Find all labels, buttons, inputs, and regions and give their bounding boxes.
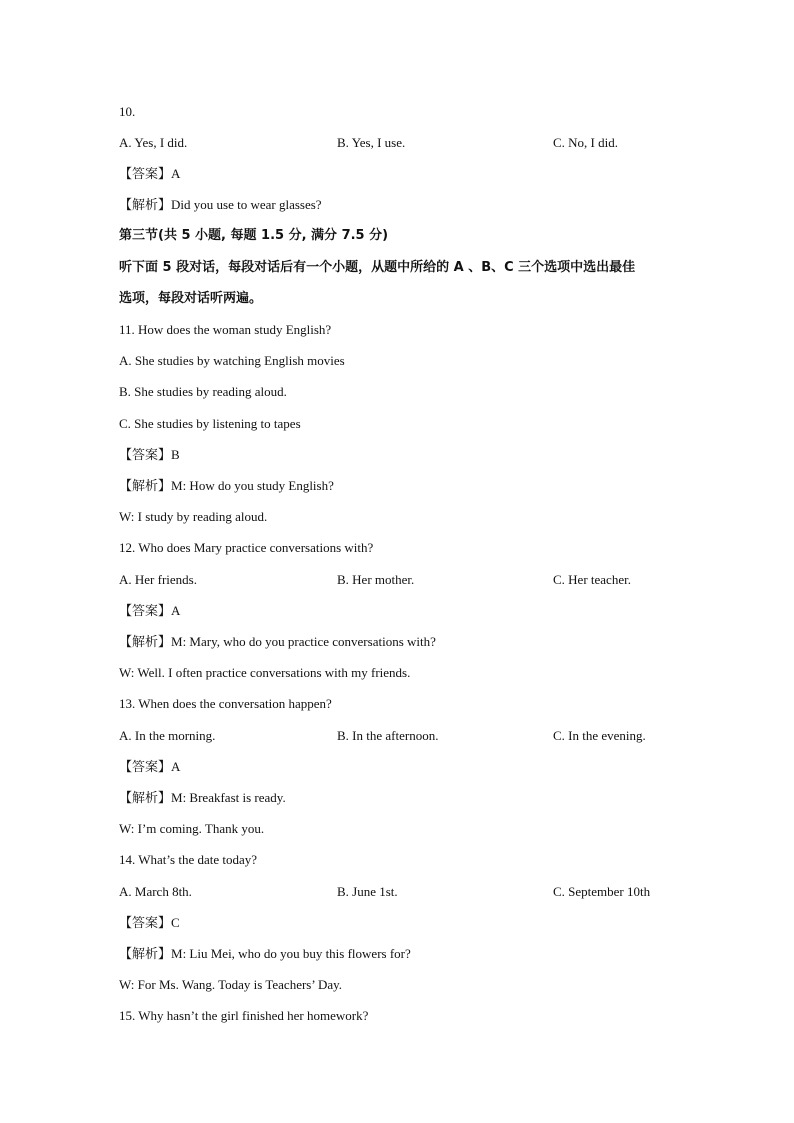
- analysis-label: 【解析】: [119, 947, 172, 962]
- option-b: B. June 1st.: [337, 884, 398, 899]
- answer-line: [119, 603, 180, 620]
- analysis-text: M: Mary, who do you practice conversations with?: [171, 634, 436, 649]
- option-a: A. In the morning.: [119, 728, 216, 743]
- option-b: B. Her mother.: [337, 572, 415, 587]
- answer-label: 【答案】: [119, 448, 172, 463]
- answer-line: [119, 447, 180, 464]
- answer-label: 【答案】: [119, 167, 172, 182]
- answer-label: 【答案】: [119, 604, 172, 619]
- analysis-label: 【解析】: [119, 198, 172, 213]
- analysis-text-line-2: W: Well. I often practice conversations with my friends.: [119, 665, 411, 680]
- analysis-label: 【解析】: [119, 635, 172, 650]
- analysis-text-line-2: W: I study by reading aloud.: [119, 509, 268, 524]
- option-b: B. She studies by reading aloud.: [119, 384, 287, 399]
- option-c: C. She studies by listening to tapes: [119, 416, 301, 431]
- answer-label: 【答案】: [119, 916, 172, 931]
- analysis-line: [119, 946, 411, 963]
- question-12: 12. Who does Mary practice conversations with?: [119, 540, 374, 555]
- answer-value: B: [171, 447, 180, 462]
- option-c: C. No, I did.: [553, 135, 618, 150]
- analysis-text: M: Liu Mei, who do you buy this flowers for?: [171, 946, 411, 961]
- analysis-line: [119, 634, 436, 651]
- analysis-line: [119, 197, 322, 214]
- answer-value: A: [171, 759, 181, 774]
- answer-line: [119, 166, 180, 183]
- analysis-text: Did you use to wear glasses?: [171, 197, 322, 212]
- section-instruction-line-1: 听下面 5 段对话，每段对话后有一个小题，从题中所给的 A 、B、C 三个选项中选出最佳: [119, 260, 636, 275]
- analysis-text: M: How do you study English?: [171, 478, 334, 493]
- option-a: A. Her friends.: [119, 572, 197, 587]
- question-15: 15. Why hasn’t the girl finished her homework?: [119, 1008, 369, 1023]
- analysis-line: [119, 478, 334, 495]
- analysis-text: M: Breakfast is ready.: [171, 790, 286, 805]
- section-title: 第三节(共 5 小题, 每题 1.5 分, 满分 7.5 分): [119, 228, 389, 243]
- option-a: A. March 8th.: [119, 884, 192, 899]
- analysis-text-line-2: W: I’m coming. Thank you.: [119, 821, 265, 836]
- option-c: C. Her teacher.: [553, 572, 631, 587]
- option-c: C. September 10th: [553, 884, 651, 899]
- answer-line: [119, 759, 180, 776]
- answer-label: 【答案】: [119, 760, 172, 775]
- question-13: 13. When does the conversation happen?: [119, 696, 332, 711]
- answer-value: A: [171, 166, 181, 181]
- option-a: A. She studies by watching English movies: [119, 353, 345, 368]
- question-11: 11. How does the woman study English?: [119, 322, 332, 337]
- analysis-text-line-2: W: For Ms. Wang. Today is Teachers’ Day.: [119, 977, 343, 992]
- answer-value: C: [171, 915, 180, 930]
- question-14: 14. What’s the date today?: [119, 852, 258, 867]
- analysis-line: [119, 790, 286, 807]
- answer-line: [119, 915, 180, 932]
- analysis-label: 【解析】: [119, 479, 172, 494]
- option-b: B. Yes, I use.: [337, 135, 406, 150]
- answer-value: A: [171, 603, 181, 618]
- option-b: B. In the afternoon.: [337, 728, 439, 743]
- analysis-label: 【解析】: [119, 791, 172, 806]
- question-10-number: 10.: [119, 104, 136, 119]
- section-instruction-line-2: 选项，每段对话听两遍。: [119, 291, 263, 306]
- option-c: C. In the evening.: [553, 728, 646, 743]
- option-a: A. Yes, I did.: [119, 135, 188, 150]
